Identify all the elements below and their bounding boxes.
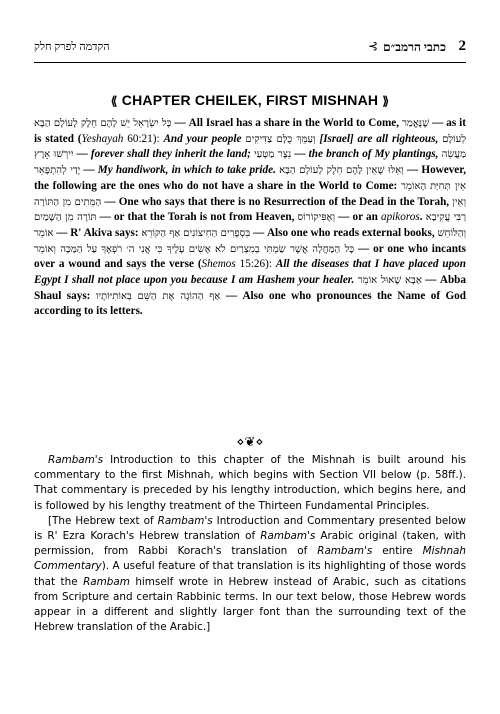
hebrew-phrase: בִּסְפָרִים הַחִיצוֹנִים bbox=[183, 227, 251, 239]
mishnah-translation: — or an bbox=[335, 211, 381, 224]
hebrew-phrase: וְאֶפִּיקוֹרוֹס bbox=[297, 212, 336, 224]
page-number: 2 bbox=[458, 38, 466, 54]
commentary-text bbox=[34, 453, 466, 635]
title-ornament-left: ⟪ bbox=[110, 94, 118, 108]
paragraph-text: [The Hebrew text of bbox=[48, 514, 158, 527]
italic-term: Rambam's bbox=[157, 514, 213, 527]
hebrew-phrase: כָּל הַמַּחֲלָה אֲשֶׁר שַׂמְתִּי בְמִצְרַיִם לֹא אָשִׂים עָלֶיךָ כִּי אֲנִי ה׳ רֹפְאֶךָ bbox=[101, 243, 355, 255]
italic-term: apikoros bbox=[380, 211, 420, 224]
hebrew-phrase: רַבִּי עֲקִיבָא אוֹמֵר bbox=[34, 212, 467, 239]
hebrew-phrase: וְאֵין תּוֹרָה מִן הַשָּׁמַיִם bbox=[34, 196, 466, 224]
italic-term: Rambam's bbox=[260, 530, 316, 543]
paragraph-text: entire bbox=[372, 545, 423, 558]
italic-term: Rambam's bbox=[317, 545, 373, 558]
mishnah-translation: — Also one who reads external books, bbox=[250, 226, 435, 239]
paragraph-text: Introduction to this chapter of the Mishnah is built around his commentary to the first Mishnah, which begins with Section VII below (p. 58ff.). That commentary is preceded by his lengthy introduction, which begins here, and is followed by his lengthy treatment of the Thirteen Fundamental Principles. bbox=[34, 454, 466, 512]
verse-quote: — the branch of My plantings, bbox=[291, 148, 439, 161]
mishnah-translation: — One who says that there is no Resurrection of the Dead in the Torah, bbox=[101, 195, 450, 208]
hebrew-phrase: וְאֵלּוּ שֶׁאֵין לָהֶם חֵלֶק לָעוֹלָם הַבָּא bbox=[279, 165, 404, 177]
hebrew-phrase: הָאוֹמֵר bbox=[401, 180, 427, 192]
italic-term: Rambam bbox=[83, 575, 130, 588]
mishnah-translation: — However, the following are the ones who do not have a share in the World to Come: bbox=[34, 164, 467, 192]
mishnah-translation: — as it is stated ( bbox=[34, 117, 467, 145]
paragraph-text: Arabic original (taken, with permission, from Rabbi Korach's translation of bbox=[34, 530, 466, 558]
hebrew-phrase: כָּל יִשְׂרָאֵל יֵשׁ לָהֶם חֵלֶק לָעוֹלָם הַבָּא bbox=[34, 118, 172, 129]
hebrew-phrase: אַף הַהוֹגֶה אֶת הַשֵּׁם בְּאוֹתִיּוֹתָיו bbox=[95, 290, 221, 302]
section-title: הקדמה לפרק חלק bbox=[34, 41, 110, 53]
mishnah-translation: — Abba Shaul says: bbox=[34, 274, 466, 302]
hebrew-phrase: מַעֲשֵׂה יָדַי לְהִתְפָּאֵר bbox=[34, 149, 467, 177]
hebrew-phrase: נֵצֶר מַטָּעַי bbox=[254, 149, 292, 161]
chapter-title-text: CHAPTER CHEILEK, FIRST MISHNAH bbox=[121, 92, 379, 108]
hebrew-phrase: שֶׁנֶּאֱמַר bbox=[402, 118, 430, 129]
verse-number: 60:21): bbox=[123, 132, 164, 145]
hebrew-phrase: אַבָּא שָׁאוּל אוֹמֵר bbox=[357, 275, 422, 287]
verse-quote: — My handiwork, in which to take pride. bbox=[80, 164, 276, 177]
italic-term: Rambam's bbox=[48, 454, 104, 466]
header-ornament: ⊰ bbox=[367, 39, 378, 53]
verse-quote: All the diseases that I have placed upon Egypt I shall not place upon you because I am Hashem your healer. bbox=[34, 258, 466, 287]
mishnah-translation: — All Israel has a share in the World to Come, bbox=[171, 117, 400, 129]
mishnah-translation: . bbox=[419, 211, 423, 224]
paragraph-text: ). A useful feature of that translation is its highlighting of those words that the bbox=[34, 560, 466, 588]
chapter-title bbox=[0, 92, 500, 108]
hebrew-phrase: וְהַלּוֹחֵשׁ עַל הַמַּכָּה וְאוֹמֵר bbox=[34, 227, 466, 255]
verse-reference: Yeshayah bbox=[81, 132, 124, 145]
verse-reference: Shemos bbox=[201, 258, 236, 271]
paragraph-text: himself wrote in Hebrew instead of Arabic, such as citations from Scripture and certain Rabbinic terms. In our text below, those Hebrew words appear in a different and slightly larger font than the surrounding text of the Hebrew translation of the Arabic.] bbox=[34, 575, 466, 634]
verse-quote: [Israel] are all righteous, bbox=[315, 132, 439, 145]
commentary-paragraph bbox=[34, 514, 466, 636]
section-divider-ornament: ⋄❦⋄ bbox=[236, 434, 264, 449]
running-title: כתבי הרמב״ם bbox=[383, 40, 446, 54]
title-ornament-right: ⟫ bbox=[382, 94, 390, 108]
hebrew-phrase: אַף הַקּוֹרֵא bbox=[141, 227, 181, 239]
verse-quote: And your people bbox=[163, 132, 242, 145]
commentary-paragraph bbox=[34, 453, 466, 514]
mishnah-translation: — or that the Torah is not from Heaven, bbox=[96, 211, 295, 224]
mishnah-translation: — or one who incants over a wound and says the verse ( bbox=[34, 242, 467, 271]
hebrew-phrase: אֵין תְּחִיַּת הַמֵּתִים מִן הַתּוֹרָה bbox=[34, 180, 466, 208]
mishnah-text bbox=[34, 116, 466, 320]
verse-quote: — forever shall they inherit the land; bbox=[73, 148, 251, 161]
running-header bbox=[34, 36, 466, 63]
verse-number: 15:26): bbox=[235, 258, 276, 271]
hebrew-phrase: וְעַמֵּךְ כֻּלָּם צַדִּיקִים bbox=[245, 133, 316, 145]
mishnah-translation: — Also one who pronounces the Name of God according to its letters. bbox=[34, 289, 466, 318]
mishnah-translation: — R' Akiva says: bbox=[53, 226, 139, 239]
italic-term: Mishnah Commentary bbox=[34, 545, 466, 573]
paragraph-text: Introduction and Commentary presented below is R' Ezra Korach's Hebrew translation of bbox=[34, 514, 466, 543]
hebrew-phrase: לְעוֹלָם יִירְשׁוּ אָרֶץ bbox=[34, 133, 467, 161]
